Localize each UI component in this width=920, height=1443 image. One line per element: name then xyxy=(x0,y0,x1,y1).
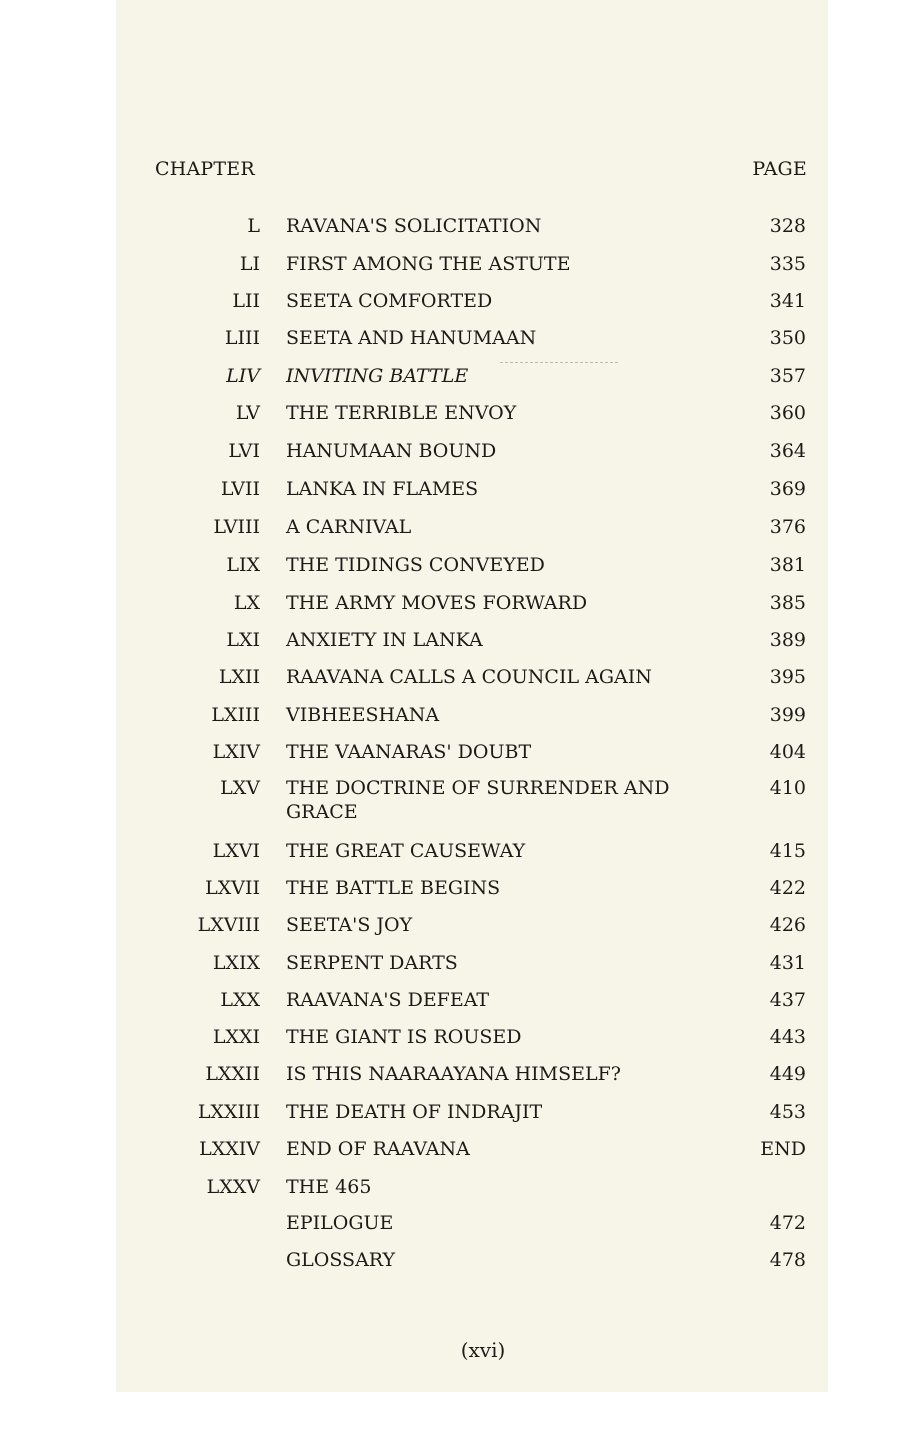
chapter-number: LXX xyxy=(220,989,260,1011)
chapter-title: HANUMAAN BOUND xyxy=(286,440,497,462)
chapter-number: LXIV xyxy=(212,741,260,763)
toc-row xyxy=(0,876,920,902)
toc-row xyxy=(0,553,920,579)
toc-row xyxy=(0,364,920,390)
chapter-number: LXXIII xyxy=(197,1101,260,1123)
page-number: 389 xyxy=(769,629,806,651)
chapter-title: THE DEATH OF INDRAJIT xyxy=(286,1101,543,1123)
toc-row xyxy=(0,326,920,352)
chapter-title: RAAVANA'S DEFEAT xyxy=(286,989,490,1011)
chapter-title: THE VAANARAS' DOUBT xyxy=(286,741,532,763)
page-number: 422 xyxy=(769,877,806,899)
page-number: 376 xyxy=(769,516,806,538)
page-number: 357 xyxy=(769,365,806,387)
page-number: 381 xyxy=(769,554,806,576)
toc-row xyxy=(0,1137,920,1163)
page-number: 350 xyxy=(769,327,806,349)
chapter-number: LXXV xyxy=(206,1176,260,1198)
toc-row xyxy=(0,913,920,939)
chapter-title: THE GIANT IS ROUSED xyxy=(286,1026,522,1048)
chapter-number: LVI xyxy=(228,440,260,462)
chapter-number: LIV xyxy=(226,365,260,387)
chapter-number: LXXI xyxy=(212,1026,260,1048)
page-number: 341 xyxy=(769,290,806,312)
page-number: 328 xyxy=(769,215,806,237)
chapter-title: FIRST AMONG THE ASTUTE xyxy=(286,253,571,275)
chapter-title: LANKA IN FLAMES xyxy=(286,478,479,500)
toc-row xyxy=(0,289,920,315)
chapter-number: LXV xyxy=(220,777,260,799)
chapter-number: LX xyxy=(233,592,260,614)
page-number: 399 xyxy=(769,704,806,726)
chapter-title: THE DOCTRINE OF SURRENDER AND GRACE xyxy=(286,777,670,823)
chapter-number: LI xyxy=(239,253,260,275)
toc-row xyxy=(0,988,920,1014)
page-number: 369 xyxy=(769,478,806,500)
toc-row xyxy=(0,839,920,865)
chapter-number: LXIX xyxy=(212,952,260,974)
chapter-number: LIII xyxy=(224,327,260,349)
toc-row xyxy=(0,1025,920,1051)
chapter-title: THE BATTLE BEGINS xyxy=(286,877,501,899)
page-number: 335 xyxy=(769,253,806,275)
chapter-title: RAAVANA CALLS A COUNCIL AGAIN xyxy=(286,666,652,688)
chapter-title: THE TERRIBLE ENVOY xyxy=(286,402,517,424)
toc-row xyxy=(0,776,920,828)
ink-smudge xyxy=(500,362,618,369)
chapter-title: THE GREAT CAUSEWAY xyxy=(286,840,526,862)
chapter-number: LXI xyxy=(226,629,260,651)
chapter-title: THE TIDINGS CONVEYED xyxy=(286,554,545,576)
chapter-title: IS THIS NAARAAYANA HIMSELF? xyxy=(286,1063,621,1085)
toc-row xyxy=(0,703,920,729)
page-number: 360 xyxy=(769,402,806,424)
chapter-column-header: CHAPTER xyxy=(155,158,255,180)
toc-row xyxy=(0,951,920,977)
toc-row xyxy=(0,401,920,427)
toc-row xyxy=(0,628,920,654)
chapter-title: ANXIETY IN LANKA xyxy=(286,629,483,651)
chapter-title: VIBHEESHANA xyxy=(286,704,440,726)
chapter-number: LXIII xyxy=(211,704,260,726)
page-number: 395 xyxy=(769,666,806,688)
toc-row xyxy=(0,1211,920,1237)
toc-row xyxy=(0,439,920,465)
toc-row xyxy=(0,1062,920,1088)
toc-row xyxy=(0,665,920,691)
chapter-number: LXXII xyxy=(205,1063,260,1085)
page-number: 478 xyxy=(769,1249,806,1271)
chapter-number: LXVII xyxy=(205,877,260,899)
page-number: 385 xyxy=(769,592,806,614)
chapter-number: LVII xyxy=(220,478,260,500)
chapter-number: LXVIII xyxy=(197,914,260,936)
page-number: 443 xyxy=(769,1026,806,1048)
page-number: 364 xyxy=(769,440,806,462)
toc-row xyxy=(0,1100,920,1126)
chapter-number: LIX xyxy=(226,554,260,576)
page-number: 415 xyxy=(769,840,806,862)
page-number: 449 xyxy=(769,1063,806,1085)
roman-page-number: (xvi) xyxy=(460,1338,506,1362)
page-number: 437 xyxy=(769,989,806,1011)
chapter-number: LVIII xyxy=(213,516,260,538)
page-number: 426 xyxy=(769,914,806,936)
chapter-number: LXVI xyxy=(212,840,260,862)
chapter-number: LII xyxy=(232,290,260,312)
page-number: 453 xyxy=(769,1101,806,1123)
toc-row xyxy=(0,252,920,278)
chapter-number: LXXIV xyxy=(199,1138,260,1160)
chapter-title: GLOSSARY xyxy=(286,1249,396,1271)
chapter-title: THE ARMY MOVES FORWARD xyxy=(286,592,588,614)
toc-row xyxy=(0,515,920,541)
chapter-number: L xyxy=(247,215,260,237)
page-number: 410 xyxy=(769,777,806,799)
chapter-number: LXII xyxy=(218,666,260,688)
chapter-title: RAVANA'S SOLICITATION xyxy=(286,215,542,237)
toc-row xyxy=(0,591,920,617)
chapter-title: END OF RAAVANA xyxy=(286,1138,470,1160)
toc-row xyxy=(0,1248,920,1274)
chapter-title: THE 465 xyxy=(286,1176,372,1198)
toc-row xyxy=(0,740,920,766)
chapter-title: SERPENT DARTS xyxy=(286,952,458,974)
chapter-title: A CARNIVAL xyxy=(286,516,412,538)
page-number: 472 xyxy=(769,1212,806,1234)
toc-row xyxy=(0,477,920,503)
page-number: 404 xyxy=(769,741,806,763)
chapter-title: SEETA'S JOY xyxy=(286,914,413,936)
toc-row xyxy=(0,1175,920,1201)
page-column-header: PAGE xyxy=(752,158,807,180)
page-number: END xyxy=(760,1138,806,1160)
toc-row xyxy=(0,214,920,240)
page-number: 431 xyxy=(769,952,806,974)
chapter-title: EPILOGUE xyxy=(286,1212,394,1234)
chapter-title: SEETA AND HANUMAAN xyxy=(286,327,537,349)
chapter-title: SEETA COMFORTED xyxy=(286,290,493,312)
chapter-title: INVITING BATTLE xyxy=(286,365,469,387)
chapter-number: LV xyxy=(235,402,260,424)
